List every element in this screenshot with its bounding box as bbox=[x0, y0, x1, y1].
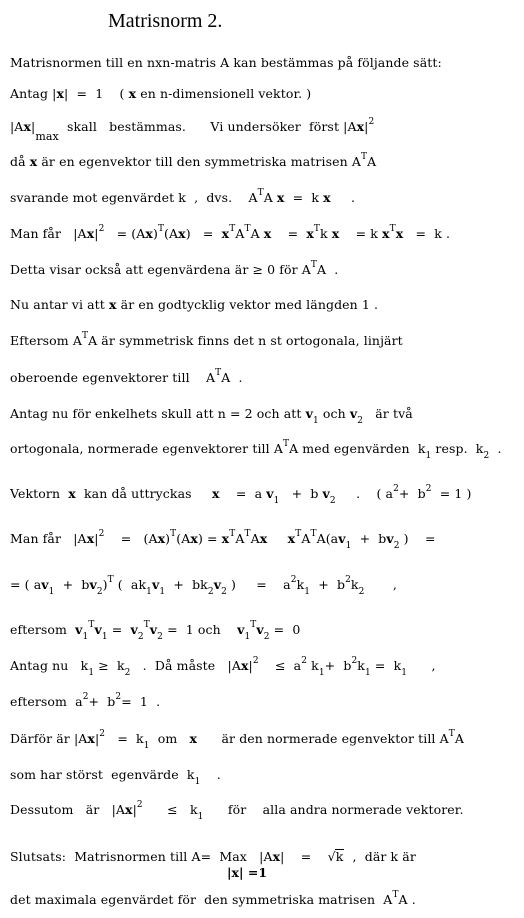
max-subscript-condition: |x| =1 bbox=[227, 865, 268, 880]
text-line-20: som har störst egenvärde $k_1$ . bbox=[10, 767, 221, 787]
text-line-19: Därför är $|Ax|^2 = k_1$ om x är den normerade egenvektor till $A^TA$ bbox=[10, 729, 464, 751]
text-line-15: = ( $av_1 + bv_2)^T$ ( $ak_1v_1 + bk_2v_2$ ) = $a^2k_1 + b^2k_2$ , bbox=[10, 575, 397, 597]
line-1-text: Matrisnormen till en nxn-matris A kan bestämmas på följande sätt: bbox=[10, 55, 442, 70]
text-line-10: oberoende egenvektorer till $A^TA$ . bbox=[10, 368, 243, 385]
text-line-2: Antag |x| = 1 ( x en n-dimensionell vektor. ) bbox=[10, 86, 312, 101]
text-line-11: Antag nu för enkelhets skull att n = 2 och att $v_1$ och $v_2$ är två bbox=[10, 406, 413, 426]
text-line-8: Nu antar vi att x är en godtycklig vektor med längden 1 . bbox=[10, 297, 379, 312]
text-line-3: $|Ax|_{max}$ skall bestämmas. Vi undersöker först $|Ax|^2$ bbox=[10, 117, 375, 143]
page-title: Matrisnorm 2. bbox=[108, 10, 223, 32]
text-line-17: Antag nu $k_1 \ge k_2$ . Då måste $|Ax|^2$ ≤ $a^2$ $k_1+ b^2k_1 = k_1$ , bbox=[10, 656, 436, 678]
text-line-12: ortogonala, normerade egenvektorer till $A^TA$ med egenvärden $k_1$ resp. $k_2$ . bbox=[10, 439, 502, 461]
text-line-16: eftersom $v_1^Tv_1 = v_2^Tv_2 = 1$ och $v_1^Tv_2 = 0$ bbox=[10, 620, 301, 642]
text-line-14: Man får $|Ax|^2$ = $(Ax)^T(Ax) = x^TA^TAx$ $x^TA^TA(av_1 + bv_2$ ) = bbox=[10, 529, 436, 551]
text-line-4: då x är en egenvektor till den symmetriska matrisen $A^TA$ bbox=[10, 152, 377, 169]
text-line-9: Eftersom $A^TA$ är symmetrisk finns det n st ortogonala, linjärt bbox=[10, 331, 403, 348]
text-line-5: svarande mot egenvärdet k , dvs. $A^TA$ x = k x . bbox=[10, 188, 356, 205]
text-line-1 bbox=[10, 56, 442, 70]
text-line-22: Slutsats: Matrisnormen till A= Max |Ax| = √k , där k är bbox=[10, 849, 416, 864]
text-line-23: det maximala egenvärdet för den symmetriska matrisen $A^TA$ . bbox=[10, 890, 416, 907]
text-line-21: Dessutom är $|Ax|^2$ ≤ $k_1$ för alla andra normerade vektorer. bbox=[10, 800, 464, 822]
text-line-18: eftersom $a^2+ b^2= 1$ . bbox=[10, 692, 161, 709]
text-line-13: Vektorn x kan då uttryckas x = a $v_1 + b$ $v_2$ . ( $a^2+ b^2 = 1$ ) bbox=[10, 484, 472, 506]
text-line-6: Man får $|Ax|^2 = (Ax)^T(Ax) = x^TA^TA$ x = $x^Tk$ x = k $x^Tx = k$ . bbox=[10, 224, 451, 241]
text-line-7: Detta visar också att egenvärdena är ≥ 0 för $A^TA$ . bbox=[10, 260, 339, 277]
